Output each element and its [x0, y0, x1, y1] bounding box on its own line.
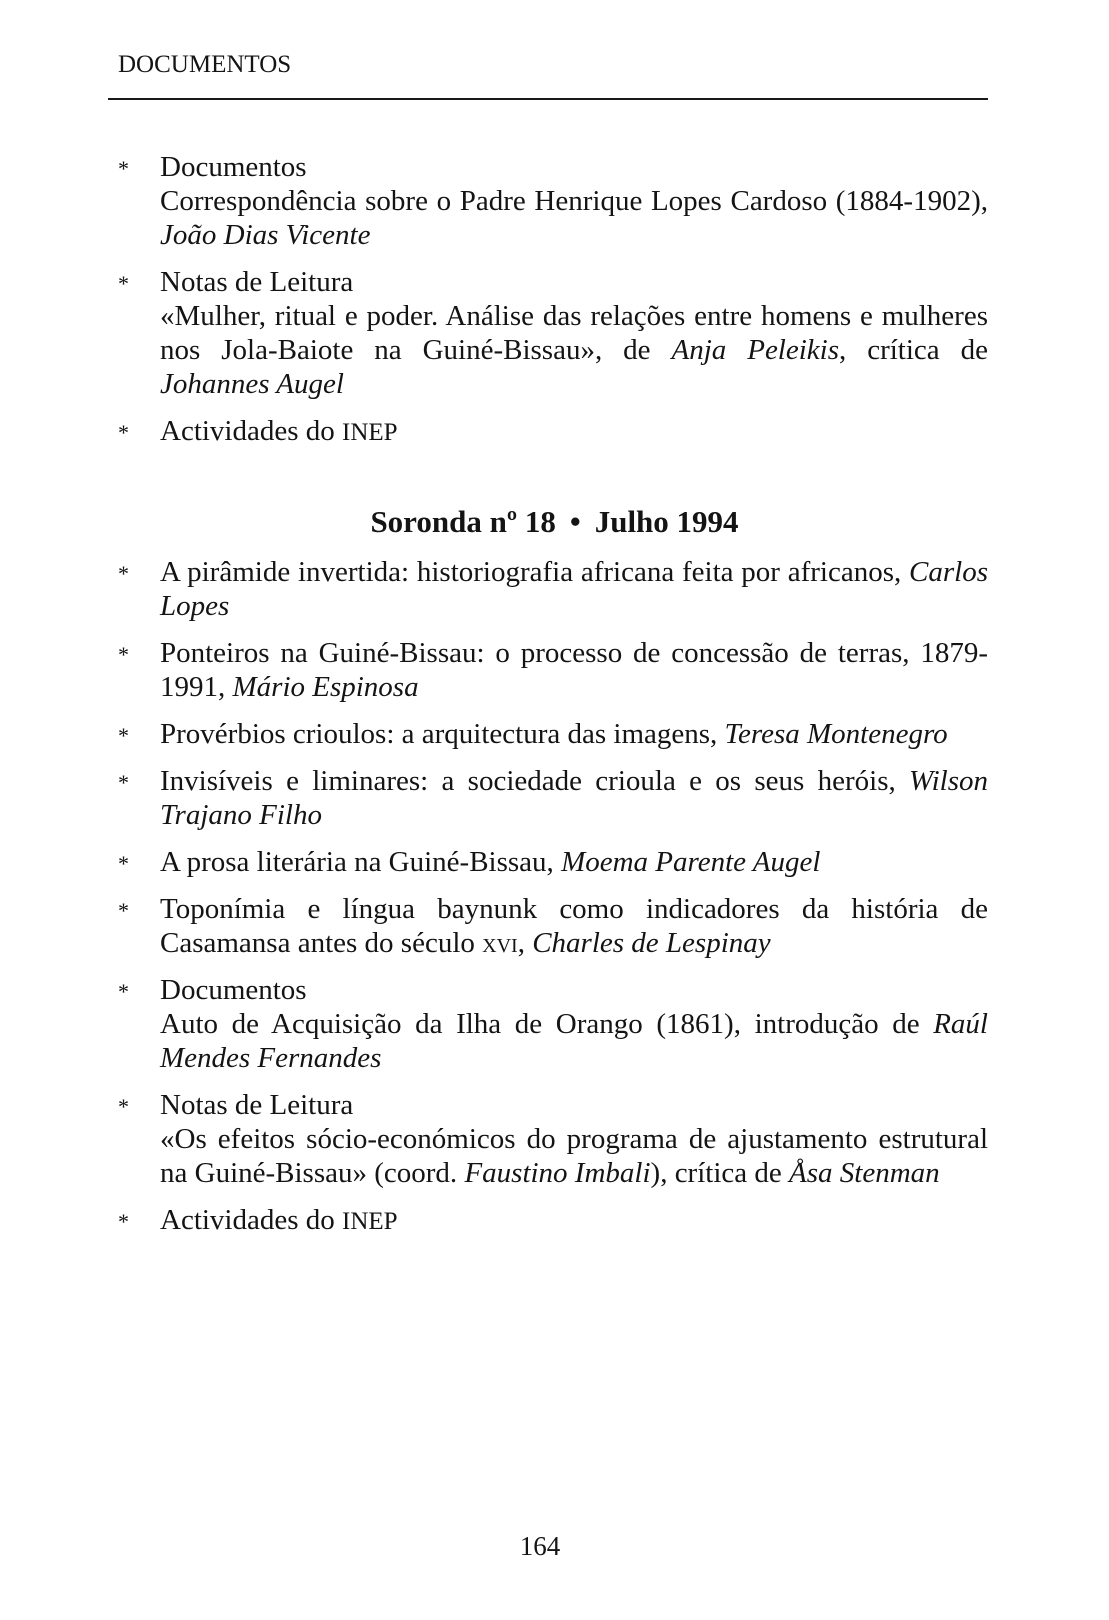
item-connector: ), crítica de [650, 1157, 790, 1189]
item-title: «Mulher, ritual e poder. Análise das relações entre homens e mulheres nos Jola-Baiote na Guiné-Bissau», de [160, 300, 988, 366]
item-title: Invisíveis e liminares: a sociedade crioula e os seus heróis, [160, 765, 910, 797]
asterisk-bullet-icon: * [118, 898, 129, 923]
bullet-separator-icon: • [569, 504, 581, 539]
asterisk-bullet-icon: * [118, 723, 129, 748]
item-title: Toponímia e língua baynunk como indicadores da história de Casamansa antes do século [160, 893, 988, 959]
list-item [118, 636, 988, 704]
item-author: Anja Peleikis [671, 334, 840, 366]
item-connector: , crítica de [839, 334, 988, 366]
item-author: Carlos Lopes [160, 556, 988, 622]
list-item-notas-de-leitura [118, 1088, 988, 1190]
asterisk-bullet-icon: * [118, 979, 129, 1004]
issue-18-contents [118, 555, 988, 1252]
list-item [118, 764, 988, 832]
asterisk-bullet-icon: * [118, 1209, 129, 1234]
item-author: Teresa Montenegro [724, 718, 948, 750]
item-category: Documentos [160, 151, 307, 183]
issue-heading [0, 502, 1109, 542]
item-category: Notas de Leitura [160, 266, 354, 298]
item-title: Actividades do [160, 1204, 343, 1236]
item-author: Mário Espinosa [232, 671, 419, 703]
item-author: Raúl Mendes Fernandes [160, 1008, 988, 1074]
item-author: Moema Parente Augel [561, 846, 821, 878]
item-author: Wilson Trajano Filho [160, 765, 988, 831]
item-critic: Johannes Augel [160, 368, 344, 400]
issue-date: Julho 1994 [594, 504, 739, 539]
item-title: Ponteiros na Guiné-Bissau: o processo de concessão de terras, 1879-1991, [160, 637, 988, 703]
list-item [118, 717, 988, 751]
list-item [118, 845, 988, 879]
item-author: Charles de Lespinay [532, 927, 771, 959]
list-item-notas-de-leitura [118, 265, 988, 401]
asterisk-bullet-icon: * [118, 561, 129, 586]
previous-issue-contents [118, 150, 988, 463]
item-title: Auto de Acquisição da Ilha de Orango (1861), introdução de [160, 1008, 934, 1040]
item-author: João Dias Vicente [160, 219, 371, 251]
page-number: 164 [519, 1531, 561, 1561]
item-category: Documentos [160, 974, 307, 1006]
item-separator: , [517, 927, 533, 959]
list-item [118, 555, 988, 623]
running-head: DOCUMENTOS [118, 51, 292, 78]
issue-title: Soronda nº 18 [370, 504, 556, 539]
list-item-documentos [118, 973, 988, 1075]
list-item-documentos [118, 150, 988, 252]
item-category: Notas de Leitura [160, 1089, 354, 1121]
item-title: Actividades do [160, 415, 343, 447]
item-coordinator: Faustino Imbali [464, 1157, 651, 1189]
item-acronym: INEP [342, 419, 398, 446]
asterisk-bullet-icon: * [118, 770, 129, 795]
item-title: A pirâmide invertida: historiografia africana feita por africanos, [160, 556, 910, 588]
asterisk-bullet-icon: * [118, 642, 129, 667]
header-rule [108, 98, 988, 100]
item-century: xvi [482, 927, 518, 959]
asterisk-bullet-icon: * [118, 156, 129, 181]
asterisk-bullet-icon: * [118, 271, 129, 296]
item-title: «Os efeitos sócio-económicos do programa de ajustamento estrutural na Guiné-Bissau» (coord. [160, 1123, 988, 1189]
item-title: A prosa literária na Guiné-Bissau, [160, 846, 562, 878]
item-title: Provérbios crioulos: a arquitectura das imagens, [160, 718, 725, 750]
list-item [118, 892, 988, 960]
asterisk-bullet-icon: * [118, 1094, 129, 1119]
list-item-actividades [118, 414, 988, 450]
asterisk-bullet-icon: * [118, 851, 129, 876]
asterisk-bullet-icon: * [118, 420, 129, 445]
item-acronym: INEP [342, 1208, 398, 1235]
list-item-actividades [118, 1203, 988, 1239]
item-title: Correspondência sobre o Padre Henrique Lopes Cardoso (1884-1902), [160, 185, 988, 217]
item-critic: Åsa Stenman [789, 1157, 940, 1189]
